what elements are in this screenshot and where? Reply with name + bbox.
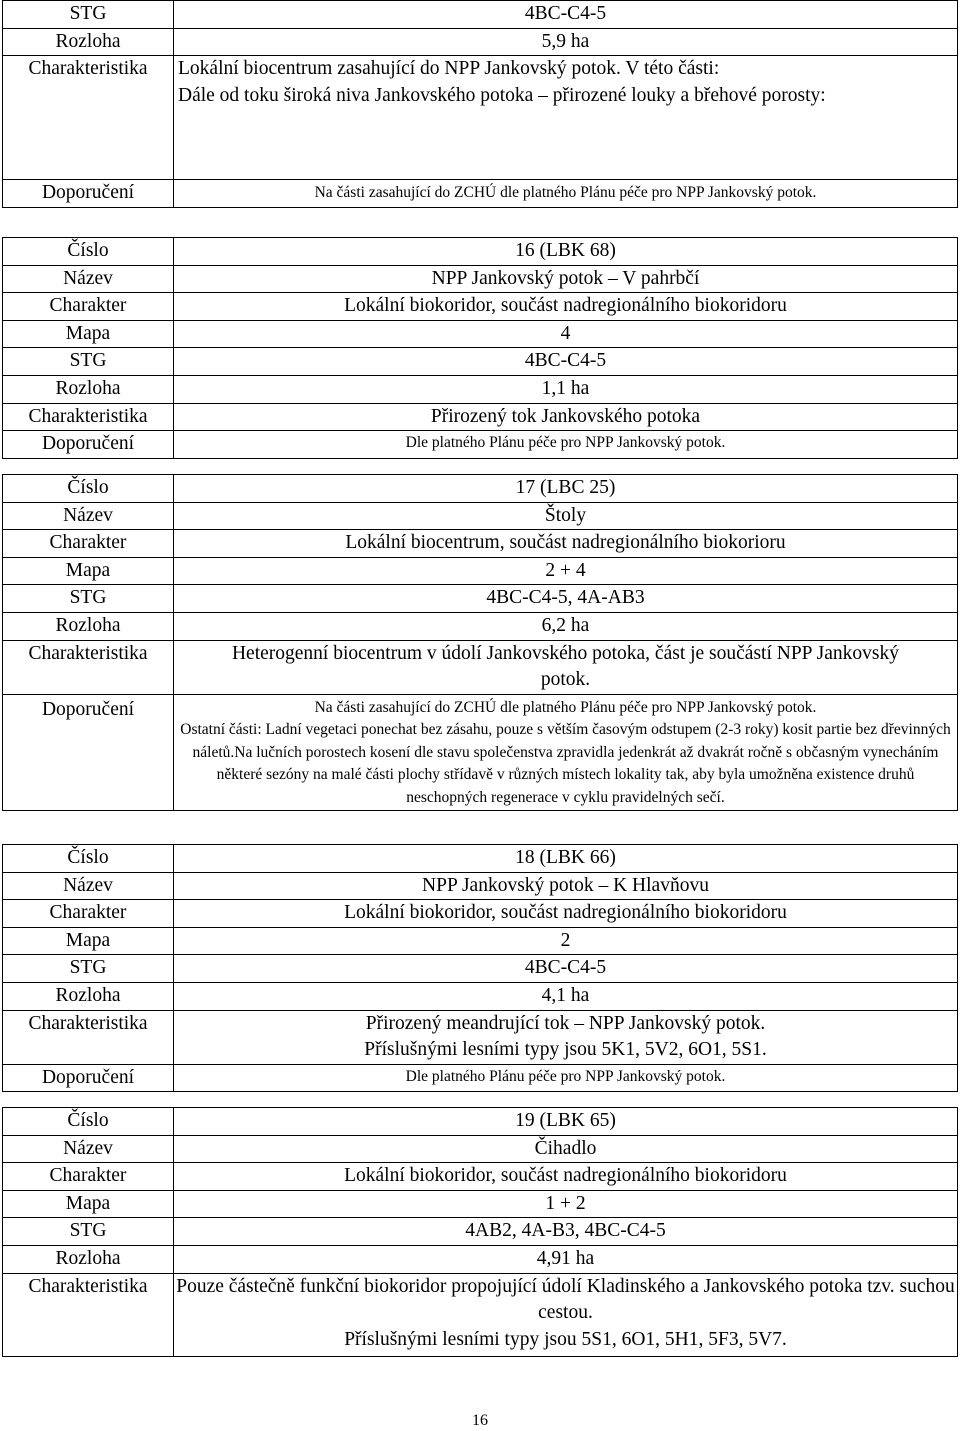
label-mapa: Mapa <box>3 557 174 585</box>
charakteristika-line-2: Příslušnými lesními typy jsou 5S1, 6O1, 5H1, 5F3, 5V7. <box>344 1328 787 1350</box>
value-doporuceni: Na části zasahující do ZCHÚ dle platného Plánu péče pro NPP Jankovský potok. <box>174 180 958 208</box>
row-cislo <box>3 1108 958 1136</box>
row-nazev <box>3 1135 958 1163</box>
row-stg <box>3 1218 958 1246</box>
label-stg: STG <box>3 1 174 29</box>
charakteristika-line-1: Pouze částečně funkční biokoridor propojující údolí Kladinského a Jankovského potoka tzv. suchou cestou. <box>176 1275 955 1324</box>
value-mapa: 4 <box>174 320 958 348</box>
row-charakteristika <box>3 56 958 180</box>
value-doporuceni: Dle platného Plánu péče pro NPP Jankovský potok. <box>174 431 958 459</box>
row-rozloha <box>3 375 958 403</box>
label-rozloha: Rozloha <box>3 375 174 403</box>
row-nazev <box>3 872 958 900</box>
value-stg: 4BC-C4-5, 4A-AB3 <box>174 585 958 613</box>
label-doporuceni: Doporučení <box>3 1064 174 1092</box>
row-charakteristika <box>3 403 958 431</box>
label-mapa: Mapa <box>3 927 174 955</box>
value-charakteristika <box>174 1273 958 1357</box>
label-rozloha: Rozloha <box>3 982 174 1010</box>
row-mapa <box>3 1190 958 1218</box>
row-charakteristika <box>3 640 958 694</box>
record-table-15-continued <box>2 0 958 208</box>
row-cislo <box>3 238 958 266</box>
label-nazev: Název <box>3 265 174 293</box>
label-charakter: Charakter <box>3 1163 174 1191</box>
label-rozloha: Rozloha <box>3 28 174 56</box>
label-charakter: Charakter <box>3 293 174 321</box>
value-charakteristika: Heterogenní biocentrum v údolí Jankovského potoka, část je součástí NPP Jankovský potok. <box>174 640 958 694</box>
label-charakteristika: Charakteristika <box>3 640 174 694</box>
value-charakteristika <box>174 56 958 180</box>
charakteristika-line-1: Přirozený meandrující tok – NPP Jankovský potok. <box>365 1012 766 1034</box>
row-rozloha <box>3 28 958 56</box>
row-charakteristika <box>3 1010 958 1064</box>
charakteristika-line-2: Příslušnými lesními typy jsou 5K1, 5V2, 6O1, 5S1. <box>364 1039 767 1061</box>
label-doporuceni: Doporučení <box>3 431 174 459</box>
row-stg <box>3 585 958 613</box>
label-stg: STG <box>3 348 174 376</box>
row-charakter <box>3 1163 958 1191</box>
value-mapa: 2 + 4 <box>174 557 958 585</box>
row-doporuceni <box>3 431 958 459</box>
value-charakter: Lokální biocentrum, součást nadregionálního biokorioru <box>174 530 958 558</box>
label-charakteristika: Charakteristika <box>3 403 174 431</box>
row-doporuceni <box>3 180 958 208</box>
row-charakter <box>3 293 958 321</box>
value-nazev: NPP Jankovský potok – K Hlavňovu <box>174 872 958 900</box>
label-nazev: Název <box>3 502 174 530</box>
label-doporuceni: Doporučení <box>3 180 174 208</box>
value-cislo: 16 (LBK 68) <box>174 238 958 266</box>
row-charakteristika <box>3 1273 958 1357</box>
row-rozloha <box>3 612 958 640</box>
label-stg: STG <box>3 955 174 983</box>
label-doporuceni: Doporučení <box>3 694 174 811</box>
label-nazev: Název <box>3 872 174 900</box>
value-stg: 4BC-C4-5 <box>174 348 958 376</box>
charakteristika-line-1: Lokální biocentrum zasahující do NPP Jankovský potok. V této části: <box>178 58 720 80</box>
row-rozloha <box>3 982 958 1010</box>
value-charakter: Lokální biokoridor, součást nadregionálního biokoridoru <box>174 900 958 928</box>
row-doporuceni <box>3 1064 958 1092</box>
value-stg: 4BC-C4-5 <box>174 955 958 983</box>
doporuceni-line-2: Ostatní části: Ladní vegetaci ponechat bez zásahu, pouze s větším časovým odstupem (2-3 roky) kosit partie bez dřevinných náletů.Na lučních porostech kosení dle stavu společenstva zpravidla jedenkrát až dvakrát ročně s občasným vynecháním některé sezóny na malé části plochy střídavě v různých místech lokality tak, aby byla umožněna existence druhů neschopných regenerace v cyklu pravidelných sečí. <box>180 721 951 806</box>
value-nazev: NPP Jankovský potok – V pahrbčí <box>174 265 958 293</box>
row-cislo <box>3 475 958 503</box>
label-charakter: Charakter <box>3 530 174 558</box>
label-charakteristika: Charakteristika <box>3 56 174 180</box>
value-charakteristika <box>174 1010 958 1064</box>
label-stg: STG <box>3 1218 174 1246</box>
label-charakteristika: Charakteristika <box>3 1273 174 1357</box>
label-stg: STG <box>3 585 174 613</box>
row-mapa <box>3 927 958 955</box>
row-mapa <box>3 557 958 585</box>
row-stg <box>3 1 958 29</box>
value-rozloha: 4,1 ha <box>174 982 958 1010</box>
value-rozloha: 5,9 ha <box>174 28 958 56</box>
value-stg: 4AB2, 4A-B3, 4BC-C4-5 <box>174 1218 958 1246</box>
charakteristika-line-2: Dále od toku široká niva Jankovského potoka – přirozené louky a břehové porosty: <box>178 84 826 106</box>
value-rozloha: 6,2 ha <box>174 612 958 640</box>
value-charakter: Lokální biokoridor, součást nadregionálního biokoridoru <box>174 293 958 321</box>
label-nazev: Název <box>3 1135 174 1163</box>
value-charakter: Lokální biokoridor, součást nadregionálního biokoridoru <box>174 1163 958 1191</box>
value-nazev: Čihadlo <box>174 1135 958 1163</box>
record-table-18 <box>2 844 958 1092</box>
record-table-19 <box>2 1107 958 1357</box>
row-rozloha <box>3 1245 958 1273</box>
doporuceni-line-1: Na části zasahující do ZCHÚ dle platného Plánu péče pro NPP Jankovský potok. <box>314 698 817 716</box>
row-doporuceni <box>3 694 958 811</box>
label-charakter: Charakter <box>3 900 174 928</box>
value-stg: 4BC-C4-5 <box>174 1 958 29</box>
record-table-17 <box>2 474 958 811</box>
label-mapa: Mapa <box>3 320 174 348</box>
value-mapa: 1 + 2 <box>174 1190 958 1218</box>
row-stg <box>3 955 958 983</box>
value-doporuceni: Dle platného Plánu péče pro NPP Jankovský potok. <box>174 1064 958 1092</box>
label-cislo: Číslo <box>3 238 174 266</box>
value-charakteristika: Přirozený tok Jankovského potoka <box>174 403 958 431</box>
row-charakter <box>3 530 958 558</box>
value-mapa: 2 <box>174 927 958 955</box>
record-table-16 <box>2 237 958 459</box>
value-rozloha: 1,1 ha <box>174 375 958 403</box>
label-cislo: Číslo <box>3 475 174 503</box>
row-cislo <box>3 845 958 873</box>
row-nazev <box>3 502 958 530</box>
label-mapa: Mapa <box>3 1190 174 1218</box>
value-cislo: 19 (LBK 65) <box>174 1108 958 1136</box>
row-nazev <box>3 265 958 293</box>
value-doporuceni <box>174 694 958 811</box>
label-cislo: Číslo <box>3 845 174 873</box>
label-rozloha: Rozloha <box>3 1245 174 1273</box>
label-charakteristika: Charakteristika <box>3 1010 174 1064</box>
row-charakter <box>3 900 958 928</box>
label-cislo: Číslo <box>3 1108 174 1136</box>
page-number: 16 <box>472 1412 488 1429</box>
value-rozloha: 4,91 ha <box>174 1245 958 1273</box>
label-rozloha: Rozloha <box>3 612 174 640</box>
value-cislo: 17 (LBC 25) <box>174 475 958 503</box>
value-nazev: Štoly <box>174 502 958 530</box>
row-stg <box>3 348 958 376</box>
value-cislo: 18 (LBK 66) <box>174 845 958 873</box>
row-mapa <box>3 320 958 348</box>
